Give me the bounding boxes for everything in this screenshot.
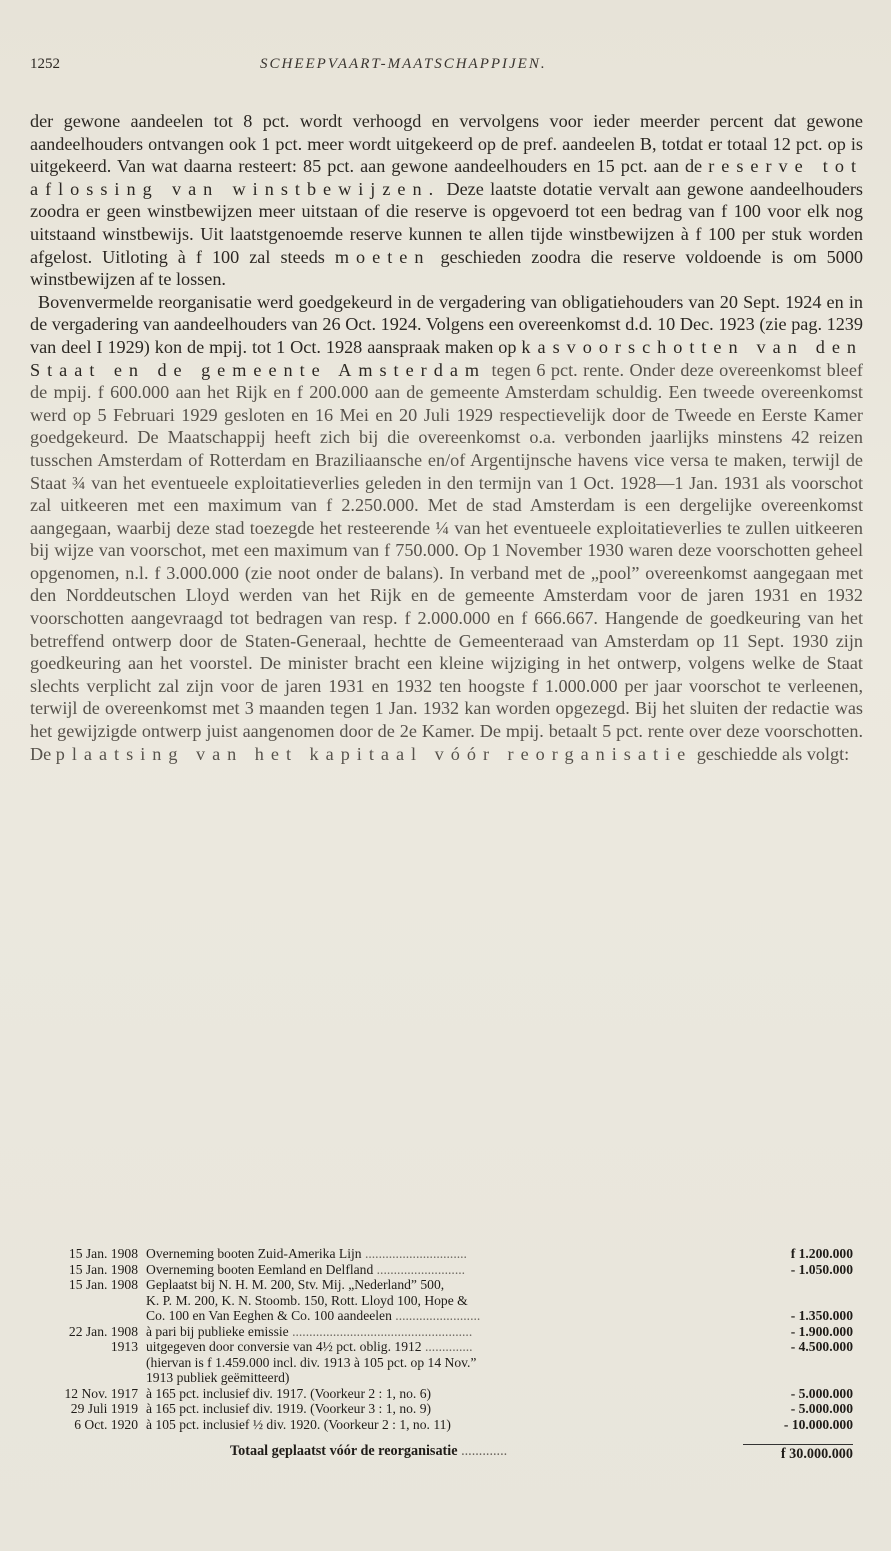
row-date: 15 Jan. 1908	[68, 1277, 138, 1292]
row-description: Overneming booten Eemland en Delfland ..........................	[146, 1261, 466, 1277]
row-date: 1913	[110, 1339, 138, 1354]
running-title: SCHEEPVAART-MAATSCHAPPIJEN.	[260, 56, 547, 72]
row-description: à 105 pct. inclusief ½ div. 1920. (Voorkeur 2 : 1, no. 11)	[146, 1416, 451, 1432]
body-text	[30, 110, 863, 765]
table-row	[30, 1401, 853, 1417]
paragraph-1-part-c: Deze laatste dotatie vervalt aan gewone aandeelhouders zoodra er geen winstbewijzen meer uitstaan of die reserve is opgevoerd tot een bedrag van f 100 voor elk nog uitstaand winstbewijs. Uit laatstgenoemde reserve kunnen te allen tijde winstbewijzen à f 100 per stuk worden afgelost. Uitloting à f 100 zal steeds	[30, 178, 863, 267]
row-amount: f 1.200.000	[790, 1246, 853, 1261]
table-row	[30, 1355, 853, 1371]
row-description: uitgegeven door conversie van 4½ pct. oblig. 1912 ..............	[146, 1339, 473, 1354]
row-date: 15 Jan. 1908	[68, 1261, 138, 1277]
table-total-row	[30, 1444, 853, 1463]
emphasis-plaatsing-kapitaal: plaatsing van het kapitaal vóór reorganisatie	[55, 743, 693, 764]
table-row	[30, 1246, 853, 1262]
table-row	[30, 1417, 853, 1433]
emphasis-moeten: moeten	[334, 246, 431, 267]
paragraph-1-part-a: der gewone aandeelen tot 8 pct. wordt verhoogd en vervolgens voor ieder meerder percent dat gewone aandeelhouders ontvangen ook 1 pct. meer wordt uitgekeerd op de pref. aandeelen B, totdat er totaal 12 pct. op is uitgekeerd. Van wat daarna resteert: 85 pct. aan gewone aandeelhouders en 15 pct. aan de	[30, 111, 863, 177]
table-row	[30, 1339, 853, 1355]
paragraph-2	[30, 291, 863, 765]
table-row	[30, 1370, 853, 1386]
placement-table	[30, 1246, 853, 1463]
paragraph-2-part-e: geschiedde als volgt:	[692, 743, 850, 764]
row-date: 22 Jan. 1908	[68, 1323, 138, 1339]
row-description: 1913 publiek geëmitteerd)	[146, 1370, 290, 1385]
row-description: Geplaatst bij N. H. M. 200, Stv. Mij. „Nederland” 500,	[146, 1277, 445, 1292]
row-date: 29 Juli 1919	[70, 1401, 138, 1416]
table-row	[30, 1308, 853, 1324]
page-number: 1252	[30, 56, 60, 72]
total-label: Totaal geplaatst vóór de reorganisatie .............	[230, 1443, 508, 1459]
table-row	[30, 1386, 853, 1402]
table-row	[30, 1262, 853, 1278]
paragraph-1-part-e: geschieden zoodra die reserve voldoende is om 5000 winstbewijzen af te lossen.	[30, 246, 864, 290]
page-header	[30, 56, 861, 78]
row-amount: - 4.500.000	[790, 1339, 853, 1354]
row-description: à 165 pct. inclusief div. 1917. (Voorkeur 2 : 1, no. 6)	[146, 1385, 432, 1401]
row-amount: - 5.000.000	[790, 1401, 853, 1416]
row-description: Co. 100 en Van Eeghen & Co. 100 aandeelen .........................	[146, 1308, 481, 1323]
row-description: (hiervan is f 1.459.000 incl. div. 1913 à 105 pct. op 14 Nov.”	[146, 1354, 477, 1370]
row-amount: - 1.350.000	[790, 1308, 853, 1323]
emphasis-reserve-aflossing: reserve tot aflossing van winstbewijzen.	[30, 156, 864, 199]
row-description: à pari bij publieke emissie .....................................................	[146, 1323, 473, 1339]
emphasis-kasvoorschotten: kasvoorschotten van den Staat en de gemeente Amsterdam	[30, 336, 863, 380]
total-amount: f 30.000.000	[743, 1444, 853, 1463]
paragraph-2-part-c: tegen 6 pct. rente. Onder deze overeenkomst bleef de mpij. f 600.000 aan het Rijk en f 200.000 aan de gemeente Amsterdam schuldig. Een tweede overeenkomst werd op 5 Februari 1929 gesloten en 16 Mei en 20 Juli 1929 respectievelijk door de Tweede en Eerste Kamer goedgekeurd. De Maatschappij heeft zich bij die overeenkomst o.a. verbonden jaarlijks minstens 42 reizen tusschen Amsterdam of Rotterdam en Braziliaansche en/of Argentijnsche havens vice versa te maken, terwijl de Staat ¾ van het eventueele exploitatieverlies geleden in den termijn van 1 Oct. 1928—1 Jan. 1931 als voorschot zal uitkeeren met een maximum van f 2.250.000. Met de stad Amsterdam is een dergelijke overeenkomst aangegaan, waarbij deze stad toezegde het resteerende ¼ van het eventueele exploitatieverlies te zullen uitkeeren bij wijze van voorschot, met een maximum van f 750.000. Op 1 November 1930 waren deze voorschotten geheel opgenomen, n.l. f 3.000.000 (zie noot onder de balans). In verband met de „pool” overeenkomst aangegaan met den Norddeutschen Lloyd werden van het Rijk en de gemeente Amsterdam voor de jaren 1931 en 1932 voorschotten aangevraagd tot bedragen van resp. f 2.000.000 en f 666.667. Hangende de goedkeuring van het betreffend ontwerp door de Staten-Generaal, hechtte de Gemeenteraad van Amsterdam op 11 Sept. 1930 zijn goedkeuring aan het voorstel. De minister bracht een kleine wijziging in het ontwerp, volgens welke de Staat slechts verplicht zal zijn voor de jaren 1931 en 1932 ten hoogste f 1.000.000 per jaar voorschot te verleenen, terwijl de overeenkomst met 3 maanden tegen 1 Jan. 1932 kan worden opgezegd. Bij het sluiten der redactie was het gewijzigde ontwerp juist aangenomen door de 2e Kamer. De mpij. betaalt 5 pct. rente over deze voorschotten. De	[30, 359, 863, 764]
row-amount: - 1.900.000	[790, 1323, 853, 1339]
row-description: Overneming booten Zuid-Amerika Lijn ..............................	[146, 1246, 467, 1261]
row-date: 12 Nov. 1917	[64, 1385, 138, 1401]
table-row	[30, 1293, 853, 1309]
row-description: K. P. M. 200, K. N. Stoomb. 150, Rott. Lloyd 100, Hope &	[146, 1292, 468, 1308]
row-description: à 165 pct. inclusief div. 1919. (Voorkeur 3 : 1, no. 9)	[146, 1401, 432, 1416]
row-amount: - 1.050.000	[790, 1261, 853, 1277]
row-date: 6 Oct. 1920	[74, 1416, 138, 1432]
paragraph-2-part-a: Bovenvermelde reorganisatie werd goedgekeurd in de vergadering van obligatiehouders van 20 Sept. 1924 en in de vergadering van aandeelhouders van 26 Oct. 1924. Volgens een overeenkomst d.d. 10 Dec. 1923 (zie pag. 1239 van deel I 1929) kon de mpij. tot 1 Oct. 1928 aanspraak maken op	[30, 291, 863, 357]
table-row	[30, 1324, 853, 1340]
row-amount: - 10.000.000	[783, 1416, 853, 1432]
row-amount: - 5.000.000	[790, 1385, 853, 1401]
paragraph-1	[30, 110, 863, 291]
row-date: 15 Jan. 1908	[68, 1246, 138, 1261]
table-row	[30, 1277, 853, 1293]
